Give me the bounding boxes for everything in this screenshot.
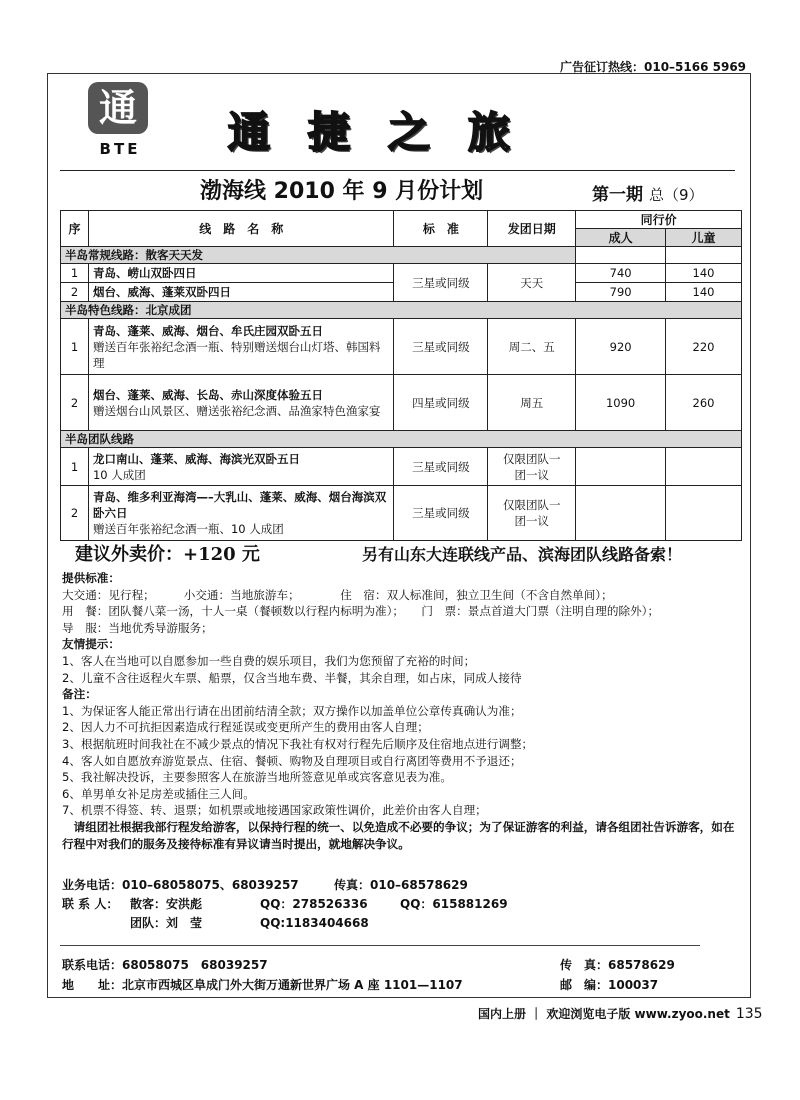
row-detail: 赠送百年张裕纪念酒一瓶、特别赠送烟台山灯塔、韩国料理 (92, 339, 381, 370)
provide-line: 大交通：见行程； 小交通：当地旅游车； 住 宿：双人标准间，独立卫生间（不含自然单间）； (62, 587, 613, 602)
row-standard: 三星或同级 (394, 264, 488, 302)
header-date: 发团日期 (488, 211, 576, 247)
row-no: 1 (61, 264, 89, 283)
contact-block (62, 876, 508, 933)
row-route-cell (88, 448, 393, 486)
remarks-closing: 请组团社根据我部行程发给游客，以保持行程的统一、以免造成不必要的争议；为了保证游客的利益，请各组团社告诉游客，如在行程中对我们的服务及接待标准有异议请当时提出，就地解决争议。 (62, 819, 735, 851)
row-child-price: 220 (666, 319, 742, 375)
tips-title: 友情提示： (62, 637, 120, 652)
row-standard: 四星或同级 (394, 375, 488, 431)
table-row (61, 486, 742, 541)
header-adult: 成人 (576, 229, 666, 247)
contact-label: 联 系 人： (62, 897, 119, 911)
header-standard: 标 准 (394, 211, 488, 247)
row-detail: 赠送百年张裕纪念酒一瓶、10 人成团 (92, 522, 284, 536)
remarks-line: 2、因人力不可抗拒因素造成行程延误或变更所产生的费用由客人自理； (62, 720, 429, 735)
remarks-title: 备注： (62, 687, 97, 702)
footer-contact (62, 955, 742, 995)
tips-line: 1、客人在当地可以自愿参加一些自费的娱乐项目，我们为您预留了充裕的时间； (62, 653, 476, 668)
row-child-price (666, 486, 742, 541)
contact-fit: 散客：安洪彪 (130, 897, 203, 911)
row-standard: 三星或同级 (394, 448, 488, 486)
row-adult-price: 740 (576, 264, 666, 283)
remarks-line: 1、为保证客人能正常出行请在出团前结清全款；双方操作以加盖单位公章传真确认为准； (62, 703, 522, 718)
header-route: 线 路 名 称 (88, 211, 393, 247)
row-route-cell (88, 319, 393, 375)
row-no: 1 (61, 319, 89, 375)
itinerary-table (60, 210, 742, 541)
row-standard: 三星或同级 (394, 319, 488, 375)
row-route-cell (88, 375, 393, 431)
contact-fax: 传 真：68578629 (560, 958, 675, 972)
provide-title: 提供标准： (62, 571, 120, 585)
logo-icon: 通 (88, 82, 148, 134)
section-row (61, 431, 742, 448)
section-row (61, 302, 742, 319)
header-price: 同行价 (576, 211, 742, 229)
row-adult-price (576, 486, 666, 541)
row-route: 青岛、崂山双卧四日 (88, 264, 393, 283)
row-route: 青岛、蓬莱、威海、烟台、牟氏庄园双卧五日 (92, 323, 323, 338)
table-header (61, 211, 742, 229)
page-number: 135 (735, 1006, 763, 1022)
header-no: 序 (61, 211, 89, 247)
contact-group: 团队：刘 莹 (130, 916, 203, 930)
tips-line: 2、儿童不含往返程火车票、船票，仅含当地车费、半餐，其余自理，如占床，同成人接待 (62, 670, 522, 685)
row-adult-price (576, 448, 666, 486)
row-route: 烟台、威海、蓬莱双卧四日 (88, 283, 393, 302)
row-date: 仅限团队一团一议 (488, 448, 576, 486)
ad-hotline: 广告征订热线：010–5166 5969 (560, 60, 747, 74)
section-row (61, 247, 742, 264)
table-row (61, 319, 742, 375)
section-title: 半岛团队线路 (61, 431, 742, 448)
row-child-price: 140 (666, 283, 742, 302)
remarks-line: 3、根据航班时间我社在不减少景点的情况下我社有权对行程先后顺序及住宿地点进行调整； (62, 736, 534, 751)
section-title: 半岛常规线路：散客天天发 (61, 247, 576, 264)
table-row (61, 264, 742, 283)
section-title: 半岛特色线路：北京成团 (61, 302, 742, 319)
row-child-price: 260 (666, 375, 742, 431)
issue-period: 第一期 (592, 185, 643, 205)
contact-group-qq: QQ:1183404668 (260, 916, 369, 930)
remarks-line: 4、客人如自愿放弃游览景点、住宿、餐顿、购物及自理项目或自行离团等费用不予退还； (62, 753, 522, 768)
contact-postcode: 邮 编：100037 (560, 978, 659, 992)
row-child-price (666, 448, 742, 486)
row-no: 2 (61, 283, 89, 302)
row-route: 烟台、蓬莱、威海、长岛、赤山深度体验五日 (92, 387, 323, 402)
remarks-line: 5、我社解决投诉，主要参照客人在旅游当地所签意见单或宾客意见表为准。 (62, 770, 452, 785)
header-child: 儿童 (666, 229, 742, 247)
provide-line: 用 餐：团队餐八菜一汤，十人一桌（餐顿数以行程内标明为准）； 门 票：景点首道大门票（注明自理的除外）； (62, 604, 660, 619)
row-standard: 三星或同级 (394, 486, 488, 541)
row-date: 仅限团队一团一议 (488, 486, 576, 541)
row-child-price: 140 (666, 264, 742, 283)
table-row (61, 375, 742, 431)
biz-fax: 传真：010–68578629 (334, 878, 468, 892)
row-no: 2 (61, 375, 89, 431)
page-footer (478, 1005, 763, 1022)
divider (60, 170, 735, 171)
footer-text: 国内上册 ｜ 欢迎浏览电子版 www.zyoo.net (478, 1007, 730, 1021)
row-no: 2 (61, 486, 89, 541)
biz-phone: 业务电话：010–68058075、68039257 (62, 878, 299, 892)
contact-address: 地 址：北京市西城区阜成门外大街万通新世界广场 A 座 1101—1107 (62, 978, 463, 992)
row-route-cell (88, 486, 393, 541)
page-title: 渤海线 2010 年 9 月份计划 (200, 179, 484, 204)
row-adult-price: 790 (576, 283, 666, 302)
issue-total: 总（9） (649, 186, 704, 204)
row-no: 1 (61, 448, 89, 486)
row-date: 周五 (488, 375, 576, 431)
row-adult-price: 1090 (576, 375, 666, 431)
brand-title: 通捷之旅 (228, 108, 549, 157)
row-date: 周二、五 (488, 319, 576, 375)
remarks-line: 7、机票不得签、转、退票；如机票或地接遇国家政策性调价，此差价由客人自理； (62, 803, 487, 818)
row-route: 青岛、维多利亚海湾—–大乳山、蓬莱、威海、烟台海滨双卧六日 (92, 490, 387, 520)
row-detail: 10 人成团 (92, 467, 146, 482)
remarks-line: 6、单男单女补足房差或插住三人间。 (62, 786, 255, 801)
table-row (61, 448, 742, 486)
suggested-price: 建议外卖价：+120 元 (75, 544, 260, 565)
logo-abbr: BTE (99, 140, 141, 158)
row-route: 龙口南山、蓬莱、威海、海滨光双卧五日 (92, 451, 300, 466)
provide-line: 导 服：当地优秀导游服务； (62, 620, 213, 635)
notes-section (62, 570, 742, 852)
row-date: 天天 (488, 264, 576, 302)
contact-fit-qq2: QQ：615881269 (400, 897, 508, 911)
contact-fit-qq: QQ：278526336 (260, 897, 368, 911)
blank-cell (666, 247, 742, 264)
other-products-note: 另有山东大连联线产品、滨海团队线路备索！ (362, 545, 683, 564)
issue-label (592, 180, 704, 205)
blank-cell (576, 247, 666, 264)
row-detail: 赠送烟台山风景区、赠送张裕纪念酒、品渔家特色渔家宴 (92, 403, 381, 418)
row-adult-price: 920 (576, 319, 666, 375)
contact-phone: 联系电话：68058075 68039257 (62, 958, 268, 972)
divider (60, 945, 700, 946)
